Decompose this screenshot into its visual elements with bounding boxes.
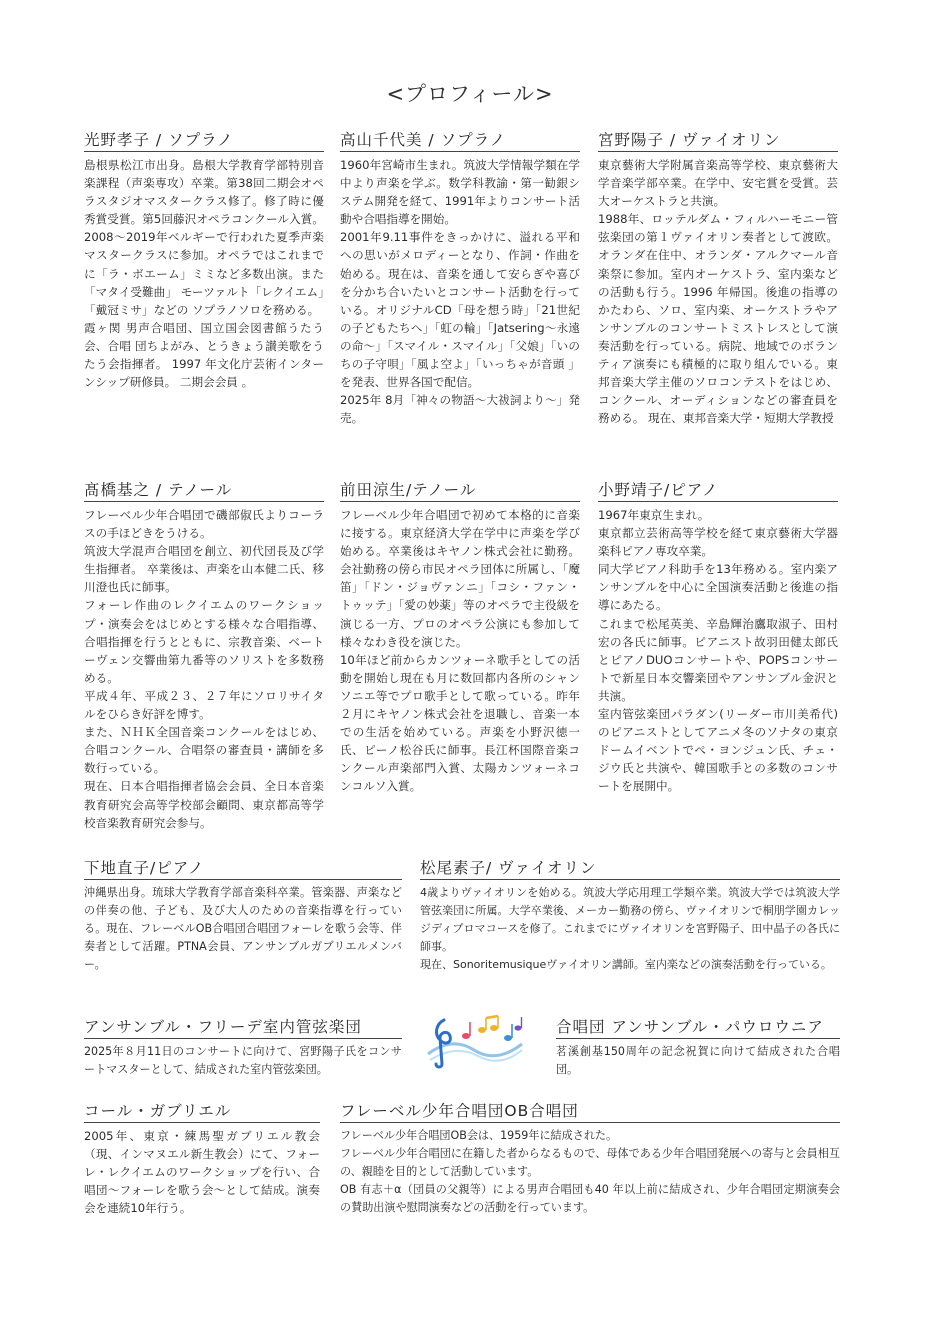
profile-text: 2025年８月11日のコンサートに向けて、宮野陽子氏をコンサートマスターとして、結成された室内管弦楽団。 (84, 1045, 402, 1077)
profile-text: 現在、日本合唱指揮者協会会員、全日本音楽教育研究会高等学校部会顧問、東京都高等学校音楽教育研究会参与。 (84, 779, 324, 830)
profile-name: 高山千代美 / ソプラノ (340, 130, 580, 152)
profile-name: 松尾素子/ ヴァイオリン (420, 858, 840, 880)
profile-name: 前田涼生/テノール (340, 480, 580, 502)
profile-name: フレーベル少年合唱団OB合唱団 (340, 1101, 840, 1123)
profile-name: 髙橋基之 / テノール (84, 480, 324, 502)
profile-name: 宮野陽子 / ヴァイオリン (598, 130, 838, 152)
profile-text: 筑波大学混声合唱団を創立、初代団長及び学生指揮者。 卒業後は、声楽を山本健二氏、移川澄也氏に師事。 (84, 544, 324, 595)
profile-text: 同大学ピアノ科助手を13年務める。室内楽アンサンブルを中心に全国演奏活動と後進の指導にあたる。 (598, 562, 838, 613)
profile-text: 1960年宮崎市生まれ。筑波大学情報学類在学中より声楽を学ぶ。数学科教諭・第一勧銀システム開発を経て、1991年よりコンサート活動や合唱指導を開始。 (340, 158, 580, 227)
profile-maeda-ryosei (340, 480, 580, 796)
profile-text: 沖縄県出身。琉球大学教育学部音楽科卒業。管楽器、声楽などの伴奏の他、子ども、及び大人のための音楽指導を行っている。現在、フレーベルOB合唱団合唱団フォーレを歌う会等、伴奏者として活躍。PTNA会員、アンサンブルガブリエルメンバー。 (84, 886, 402, 972)
profile-text: フレーベル少年合唱団に在籍した者からなるもので、母体である少年合唱団発展への寄与と会員相互の、親睦を目的として活動しています。 (340, 1147, 840, 1179)
profile-text: 茗溪創基150周年の記念祝賀に向けて結成された合唱団。 (556, 1045, 840, 1077)
profile-name: 小野靖子/ピアノ (598, 480, 838, 502)
profile-text: 1967年東京生まれ。 (598, 508, 710, 522)
profile-text: OB 有志＋α（団員の父親等）による男声合唱団も40 年以上前に結成され、少年合唱団定期演奏会の賛助出演や慰問演奏などの活動を行っています。 (340, 1183, 840, 1215)
profile-miyano-yoko (598, 130, 838, 427)
profile-name: コール・ガブリエル (84, 1101, 320, 1123)
music-notes-icon (422, 1014, 526, 1070)
profile-chor-gabriel (84, 1101, 320, 1217)
profile-mitsuno-takako (84, 130, 324, 391)
profile-text: 現在、Sonoritemusiqueヴァイオリン講師。室内楽などの演奏活動を行っている。 (420, 958, 832, 972)
profile-froebel-ob-choir (340, 1101, 840, 1217)
profile-ensemble-paulownia (556, 1017, 840, 1079)
profile-text: 島根県松江市出身。島根大学教育学部特別音楽課程（声楽専攻）卒業。第38回二期会オペラスタジオマスタークラス修了。修了時に優秀賞受賞。第5回藤沢オペラコンクール入賞。2008～2019年ベルギーで行われた夏季声楽マスタークラスに参加。オペラではこれまでに「ラ・ボエーム」ミミなど多数出演。また「マタイ受難曲」 モーツァルト「レクイエム」「戴冠ミサ」などの ソプラノソロを務める。 (84, 158, 324, 317)
profile-text: フレーベル少年合唱団OB会は、1959年に結成された。 (340, 1129, 618, 1142)
profile-text: 平成４年、平成２３、２７年にソロリサイタルをひらき好評を博す。 (84, 688, 324, 722)
profile-text: 東京藝術大学附属音楽高等学校、東京藝術大学音楽学部卒業。在学中、安宅賞を受賞。芸大オーケストラと共演。 (598, 158, 838, 209)
profile-text: 室内管弦楽団パラダン(リーダー市川美希代)のピアニストとしてアニメ冬のソナタの東京ドームイベントでぺ・ヨンジュン氏、チェ・ジウ氏と共演や、韓国歌手との多数のコンサートを展開中。 (598, 707, 838, 794)
profile-takayama-chiyomi (340, 130, 580, 427)
page-title: <プロフィール> (386, 82, 554, 106)
profile-name: アンサンブル・フリーデ室内管弦楽団 (84, 1017, 402, 1039)
profile-takahashi-motoyuki (84, 480, 324, 832)
profile-text: 1988年、ロッテルダム・フィルハーモニー管弦楽団の第１ヴァイオリン奏者として渡欧。オランダ在住中、オランダ・アルクマール音楽祭に参加。室内オーケストラ、室内楽などの活動も行う。1996 年帰国。後進の指導のかたわら、ソロ、室内楽、オーケストラやアンサンブルのコンサートミストレスとして演奏活動を行っている。病院、地域でのボランティア演奏にも積極的に取り組んでいる。東邦音楽大学主催のソロコンテストをはじめ、コンクール、オーディションなどの審査員を務める。 現在、東邦音楽大学・短期大学教授 (598, 212, 838, 426)
profile-text: 4歳よりヴァイオリンを始める。筑波大学応用理工学類卒業。筑波大学では筑波大学管弦楽団に所属。大学卒業後、メーカー勤務の傍ら、ヴァイオリンで桐朋学園カレッジディプロマコースを修了。これまでにヴァイオリンを宮野陽子、田中晶子の各氏に師事。 (420, 886, 840, 954)
profile-matsuo-motoko (420, 858, 840, 974)
profile-name: 下地直子/ピアノ (84, 858, 402, 880)
profile-text: 霞ヶ関 男声合唱団、国立国会図書館うたう会、合唱 団ちよがみ、とうきょう讃美歌をうたう会指揮者。 1997 年文化庁芸術インターンシップ研修員。 二期会会員 。 (84, 320, 324, 390)
profile-text: また、ＮＨＫ全国音楽コンクールをはじめ、合唱コンクール、合唱祭の審査員・講師を多数行っている。 (84, 725, 324, 776)
profile-text: フォーレ作曲のレクイエムのワークショップ・演奏会をはじめとする様々な合唱指導、合唱指揮を行うとともに、宗教音楽、ベートーヴェン交響曲第九番等のソリストを多数務める。 (84, 598, 324, 685)
profile-text: 東京都立芸術高等学校を経て東京藝術大学器楽科ピアノ専攻卒業。 (598, 526, 838, 559)
profile-text: 10年ほど前からカンツォーネ歌手としての活動を開始し現在も月に数回都内各所のシャンソニエ等でプロ歌手として歌っている。昨年２月にキヤノン株式会社を退職し、音楽一本での生活を始めている。声楽を小野沢徳一氏、ピーノ松谷氏に師事。長江杯国際音楽コンクール声楽部門入賞、太陽カンツォーネコンコルソ入賞。 (340, 652, 580, 794)
profile-name: 合唱団 アンサンブル・パウロウニア (556, 1017, 840, 1039)
profile-text: これまで松尾英美、辛島輝治鷹取淑子、田村宏の各氏に師事。ピアニスト故羽田健太郎氏とピアノDUOコンサートや、POPSコンサートで新星日本交響楽団やアンサンブル金沢と共演。 (598, 616, 838, 703)
profile-name: 光野孝子 / ソプラノ (84, 130, 324, 152)
profile-text: フレーベル少年合唱団で初めて本格的に音楽に接する。東京経済大学在学中に声楽を学び始める。卒業後はキヤノン株式会社に勤務。会社勤務の傍ら市民オペラ団体に所属し、「魔笛」「ドン・ジョヴァンニ」「コシ・ファン・トゥッテ」「愛の妙薬」等のオペラで主役級を演じる一方、プロのオペラ公演にも参加して様々なわき役を演じた。 (340, 508, 580, 649)
profile-text: フレーベル少年合唱団で磯部俶氏よりコーラスの手ほどきをうける。 (84, 508, 324, 541)
profile-text: 2025年 8月「神々の物語～大祓詞より～」発売。 (340, 393, 580, 426)
profile-text: 2005年、東京・練馬聖ガブリエル教会 （現、インマヌエル新生教会）にて、フォーレ・レクイエムのワークショップを行い、合唱団～フォーレを歌う会～として結成。演奏会を連続10年行う。 (84, 1129, 320, 1216)
profile-ensemble-friede (84, 1017, 402, 1079)
profile-text: 2001年9.11事件をきっかけに、溢れる平和への思いがメロディーとなり、作詞・作曲を始める。現在は、音楽を通して安らぎや喜びを分かち合いたいとコンサート活動を行っている。オリジナルCD「母を想う時」「21世紀の子どもたちへ」「虹の輪」「Jatsering～永遠の命～」「スマイル・スマイル」「父娘」「いのちの子守唄」「風よ空よ」「いっちゃが音頭 」を発表、世界各国で配信。 (340, 230, 580, 390)
profile-ono-yasuko (598, 480, 838, 796)
profile-shimoji-naoko (84, 858, 402, 974)
